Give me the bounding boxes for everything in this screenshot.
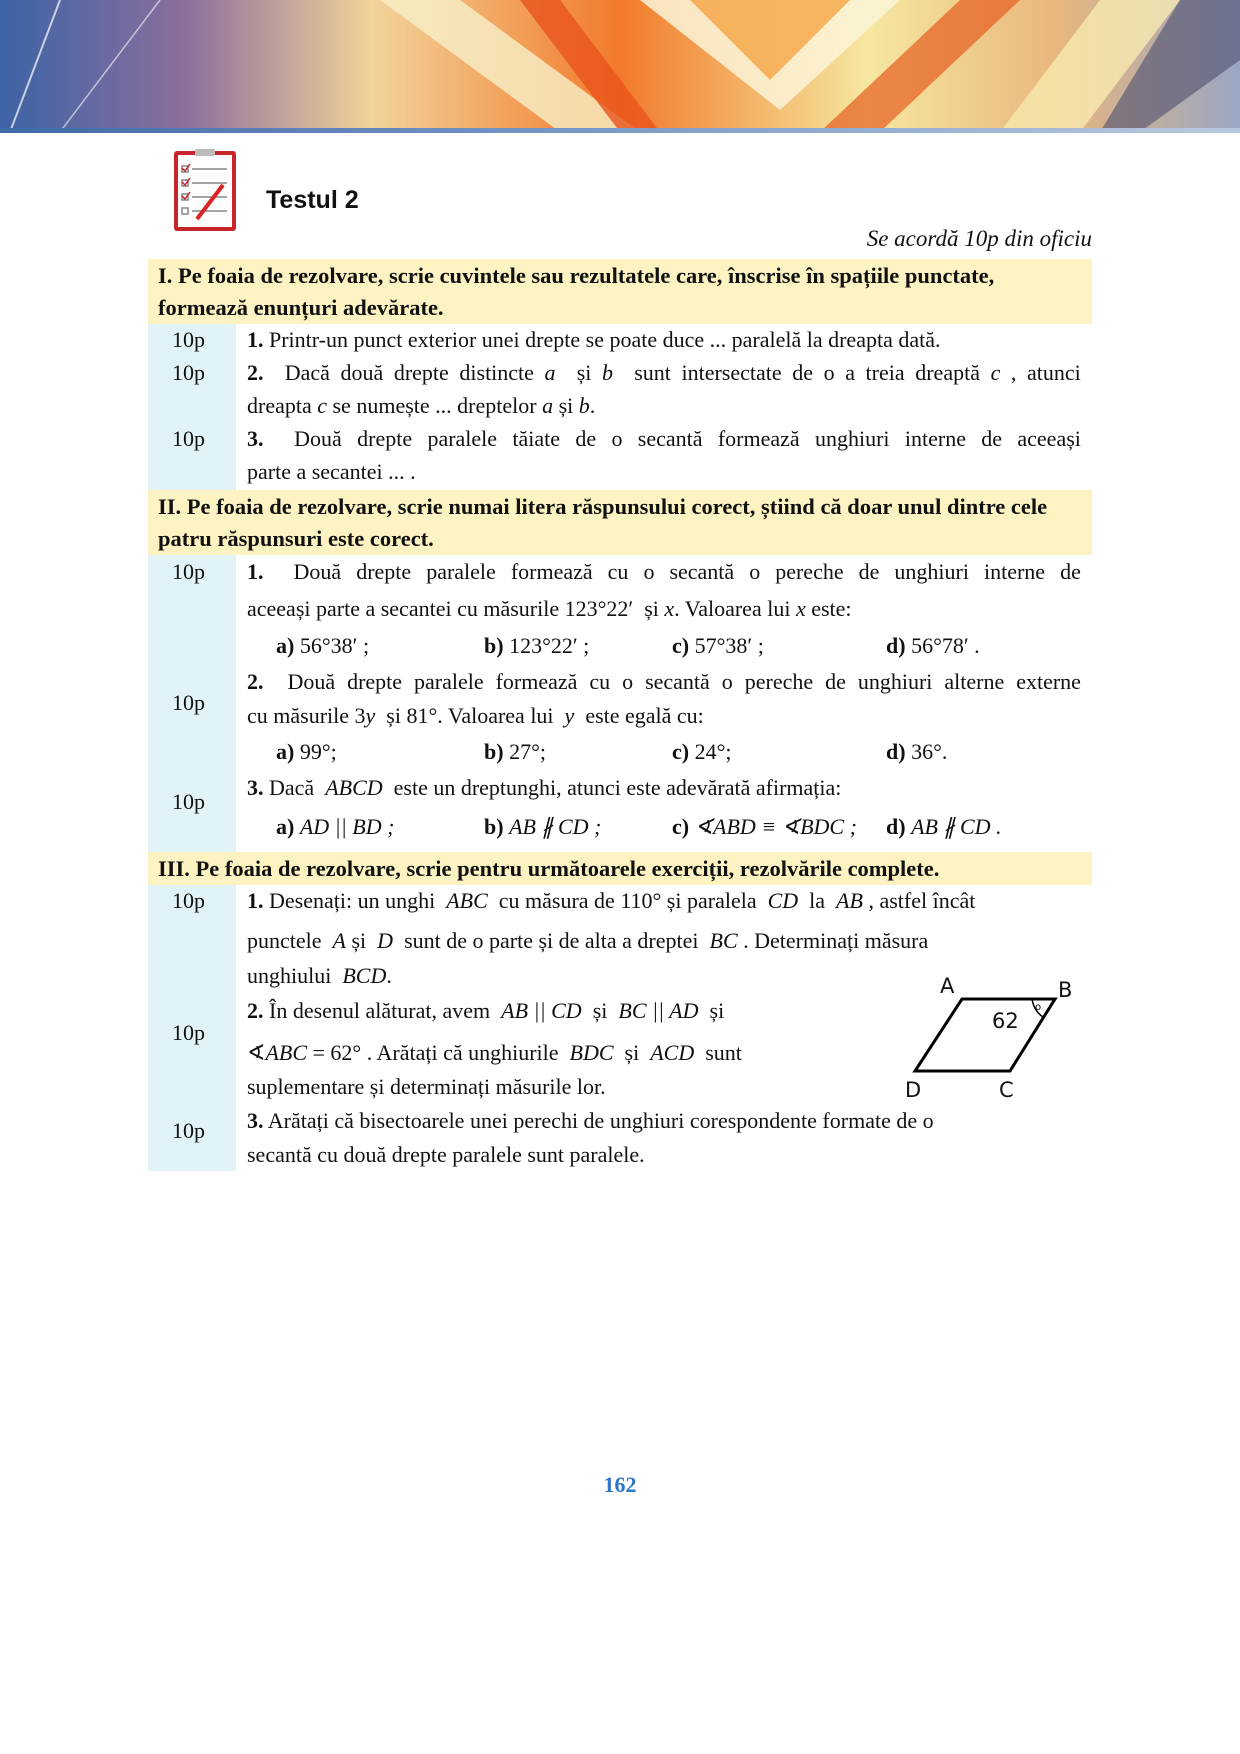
text-run: alterne <box>944 669 1005 694</box>
text-run: două <box>340 360 384 385</box>
math-term: x <box>664 596 675 621</box>
option-value: 56°38′ ; <box>299 633 370 658</box>
text-run: o <box>622 669 634 694</box>
math-term: y <box>564 703 575 728</box>
text-run: Desenați: un unghi <box>263 888 447 913</box>
option-value: 56°78′ . <box>911 633 980 658</box>
text-run: paralele <box>414 669 484 694</box>
math-term: BC || AD <box>618 998 699 1023</box>
text-run: Dacă <box>284 360 330 385</box>
vertex-label-b: B <box>1058 978 1073 1002</box>
option-value: 123°22′ ; <box>509 633 590 658</box>
text-run: de <box>981 426 1003 451</box>
text-run: . Determinați măsura <box>737 928 929 953</box>
math-term: ABCD <box>325 775 383 800</box>
question-line <box>247 775 841 801</box>
text-run: , <box>1010 360 1017 385</box>
text-run: tăiate <box>512 426 561 451</box>
text-run: treia <box>865 360 905 385</box>
points-label: 10p <box>172 1020 205 1045</box>
text-run: și <box>345 928 378 953</box>
option-letter: b) <box>484 633 510 658</box>
text-run: pereche <box>744 669 814 694</box>
math-term: c <box>990 360 1001 385</box>
question-line <box>247 596 852 622</box>
item-number: 3. <box>247 1108 264 1133</box>
item-number: 1. <box>247 327 264 352</box>
text-run: și <box>698 998 725 1023</box>
question-line <box>247 459 416 485</box>
text-run: cu <box>607 559 629 584</box>
page-number: 162 <box>603 1472 637 1497</box>
text-run: unghiuri <box>814 426 890 451</box>
text-run: și 81°. Valoarea lui <box>375 703 565 728</box>
answer-option-d <box>886 814 1002 840</box>
answer-option-c <box>672 739 732 765</box>
question-line <box>247 888 975 914</box>
text-run: cu măsura de 110° și paralela <box>487 888 768 913</box>
points-label: 10p <box>172 1118 205 1143</box>
text-run: formează <box>510 559 593 584</box>
option-value: AB ∦ CD ; <box>509 814 602 839</box>
option-letter: d) <box>886 814 912 839</box>
text-run: Două <box>294 426 342 451</box>
option-letter: c) <box>672 633 695 658</box>
text-run: o <box>823 360 835 385</box>
question-line <box>247 1142 645 1168</box>
option-value: 99°; <box>299 739 337 764</box>
vertex-label-a: A <box>940 975 955 998</box>
degree-symbol: o <box>1035 1002 1042 1013</box>
text-run: dreaptă <box>915 360 980 385</box>
text-run: unghiului <box>247 963 343 988</box>
text-run: paralele <box>427 426 498 451</box>
math-term: ACD <box>650 1040 695 1065</box>
text-run: secantă <box>669 559 735 584</box>
text-run: paralele <box>426 559 496 584</box>
answer-option-a <box>276 739 337 765</box>
text-run: și <box>576 360 592 385</box>
text-run: cu măsurile 3 <box>247 703 366 728</box>
text-run: intersectate <box>681 360 782 385</box>
text-run: Dacă <box>263 775 326 800</box>
option-value: AB ∦ CD . <box>911 814 1002 839</box>
official-points-note: Se acordă 10p din oficiu <box>866 226 1092 251</box>
text-run: drepte <box>357 426 413 451</box>
text-run: . Valoarea lui <box>674 596 796 621</box>
text-run: cu <box>589 669 611 694</box>
text-run: de <box>825 669 846 694</box>
section-1-heading: I. Pe foaia de rezolvare, scrie cuvintele sau rezultatele care, înscrise în spațiile punctate, formează enunțuri adevărate. <box>148 259 1092 324</box>
option-value: 27°; <box>509 739 546 764</box>
question-line <box>247 669 1081 695</box>
math-term: A <box>332 928 346 953</box>
section-2-heading: II. Pe foaia de rezolvare, scrie numai litera răspunsului corect, știind că doar unul dintre cele patru răspunsuri este corect. <box>148 490 1092 555</box>
math-term: c <box>317 393 327 418</box>
test-title: Testul 2 <box>266 186 359 214</box>
text-run: o <box>643 559 655 584</box>
text-run: sunt <box>694 1040 742 1065</box>
text-run: = 62° . Arătați că unghiurile <box>307 1040 570 1065</box>
text-run: Arătați că bisectoarele unei perechi de unghiuri corespondente formate de o <box>263 1108 934 1133</box>
math-term: ABC <box>265 1040 307 1065</box>
text-run: ∢ <box>247 1040 266 1065</box>
points-label: 10p <box>172 559 205 584</box>
text-run: o <box>611 426 623 451</box>
text-run: a <box>845 360 855 385</box>
question-line <box>247 963 392 989</box>
option-letter: c) <box>672 739 695 764</box>
text-run: externe <box>1016 669 1081 694</box>
math-term: CD <box>767 888 799 913</box>
option-value: AD || BD ; <box>299 814 395 839</box>
section-3-heading: III. Pe foaia de rezolvare, scrie pentru următoarele exerciții, rezolvările complete. <box>148 852 1092 885</box>
points-label: 10p <box>172 426 205 451</box>
text-run: sunt <box>634 360 671 385</box>
angle-value-label: 62 <box>992 1009 1019 1033</box>
option-letter: c) <box>672 814 695 839</box>
question-line <box>247 393 595 419</box>
question-line <box>247 703 704 729</box>
text-run: de <box>858 559 880 584</box>
text-run: și <box>613 1040 651 1065</box>
text-run: drepte <box>393 360 449 385</box>
vertex-label-d: D <box>905 1078 922 1100</box>
math-term: AB || CD <box>501 998 582 1023</box>
text-run: și <box>581 998 619 1023</box>
option-value: 36°. <box>911 739 948 764</box>
math-term: AB <box>836 888 863 913</box>
item-number: 2. <box>247 998 264 1023</box>
text-run: la <box>798 888 837 913</box>
option-letter: d) <box>886 633 912 658</box>
item-number: 1. <box>247 888 264 913</box>
option-letter: a) <box>276 633 300 658</box>
option-letter: b) <box>484 814 510 839</box>
option-letter: a) <box>276 739 300 764</box>
math-term: a <box>544 360 556 385</box>
text-run: În desenul alăturat, avem <box>263 998 502 1023</box>
points-label: 10p <box>172 327 205 352</box>
text-run: suplementare și determinați măsurile lor. <box>247 1074 606 1099</box>
text-run: sunt de o parte și de alta a dreptei <box>393 928 710 953</box>
text-run: dreapta <box>247 393 318 418</box>
text-run: o <box>749 559 761 584</box>
checklist-clipboard-icon <box>173 149 237 233</box>
question-line <box>247 426 1081 452</box>
answer-option-c <box>672 814 857 840</box>
parallelogram-figure <box>900 975 1080 1100</box>
option-value: ∢ABD ≡ ∢BDC ; <box>694 814 857 839</box>
question-line <box>247 327 940 353</box>
option-letter: d) <box>886 739 912 764</box>
math-term: D <box>377 928 394 953</box>
text-run: parte a secantei ... . <box>247 459 416 484</box>
answer-option-a <box>276 814 394 840</box>
question-line <box>247 1040 742 1066</box>
text-run: atunci <box>1027 360 1081 385</box>
text-run: de <box>575 426 597 451</box>
header-banner-image <box>0 0 1240 132</box>
text-run: de <box>1060 559 1081 584</box>
question-line <box>247 360 1081 386</box>
text-run: drepte <box>347 669 403 694</box>
math-term: BC <box>709 928 738 953</box>
parallelogram-shape <box>915 999 1055 1071</box>
text-run: interne <box>983 559 1046 584</box>
math-term: y <box>365 703 376 728</box>
text-run: este un dreptunghi, atunci este adevărată afirmația: <box>382 775 842 800</box>
math-term: BDC <box>569 1040 614 1065</box>
text-run: de <box>792 360 813 385</box>
text-run: aceeași <box>1017 426 1081 451</box>
question-line <box>247 1074 606 1100</box>
text-run: Printr-un punct exterior unei drepte se poate duce ... paralelă la dreapta dată. <box>263 327 941 352</box>
option-value: 57°38′ ; <box>694 633 764 658</box>
item-number: 3. <box>247 775 264 800</box>
answer-option-a <box>276 633 369 659</box>
text-run: și <box>553 393 579 418</box>
points-label: 10p <box>172 888 205 913</box>
text-run: secantă cu două drepte paralele sunt paralele. <box>247 1142 645 1167</box>
text-run: se numește ... dreptelor <box>327 393 543 418</box>
text-run: Două <box>287 669 336 694</box>
item-number: 3. <box>247 426 264 451</box>
text-run: formează <box>495 669 578 694</box>
text-run: este: <box>805 596 852 621</box>
text-run: , astfel încât <box>862 888 976 913</box>
math-term: b <box>578 393 590 418</box>
answer-option-c <box>672 633 764 659</box>
item-number: 2. <box>247 360 264 385</box>
option-letter: a) <box>276 814 300 839</box>
text-run: unghiuri <box>857 669 933 694</box>
item-number: 2. <box>247 669 264 694</box>
question-line <box>247 559 1081 585</box>
question-line <box>247 998 724 1024</box>
answer-option-b <box>484 814 601 840</box>
math-term: b <box>602 360 613 385</box>
option-letter: b) <box>484 739 510 764</box>
text-run: interne <box>904 426 966 451</box>
text-run: este egală cu: <box>574 703 704 728</box>
text-run: drepte <box>356 559 412 584</box>
points-label: 10p <box>172 789 205 814</box>
math-term: BCD <box>342 963 387 988</box>
text-run: unghiuri <box>894 559 969 584</box>
text-run: secantă <box>637 426 703 451</box>
math-term: ABC <box>446 888 488 913</box>
question-line <box>247 928 928 954</box>
vertex-label-c: C <box>999 1078 1014 1100</box>
text-run: pereche <box>775 559 844 584</box>
item-number: 1. <box>247 559 264 584</box>
text-run: Două <box>293 559 342 584</box>
math-term: x <box>795 596 806 621</box>
text-run: punctele <box>247 928 333 953</box>
question-line <box>247 1108 934 1134</box>
text-run: distincte <box>459 360 534 385</box>
text-run: o <box>721 669 733 694</box>
answer-option-b <box>484 739 546 765</box>
text-run: . <box>589 393 596 418</box>
text-run: formează <box>717 426 800 451</box>
answer-option-b <box>484 633 589 659</box>
points-label: 10p <box>172 690 205 715</box>
banner-divider <box>0 128 1240 133</box>
text-run: secantă <box>645 669 710 694</box>
points-label: 10p <box>172 360 205 385</box>
answer-option-d <box>886 739 947 765</box>
text-run: . <box>386 963 392 988</box>
text-run: aceeași parte a secantei cu măsurile 123°22′ și <box>247 596 665 621</box>
answer-option-d <box>886 633 980 659</box>
math-term: a <box>542 393 554 418</box>
option-value: 24°; <box>694 739 732 764</box>
